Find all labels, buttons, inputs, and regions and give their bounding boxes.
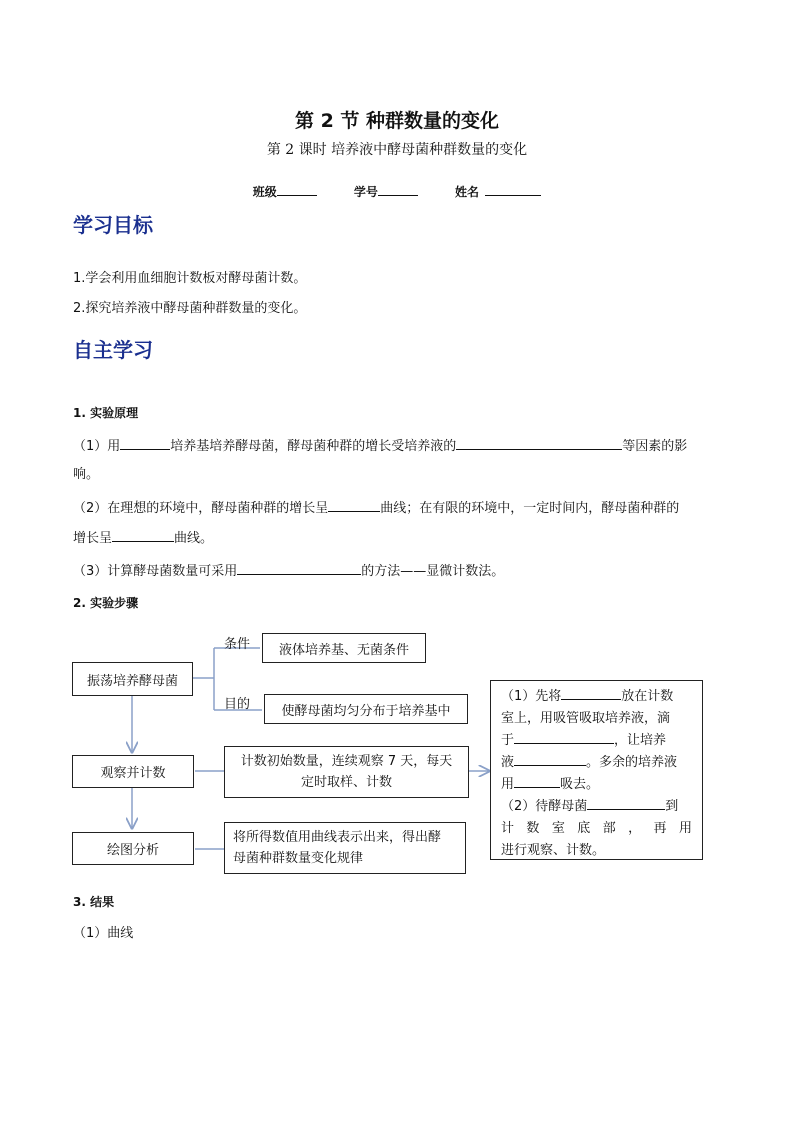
p1-text-a: （1）用	[73, 439, 121, 454]
detail-line-7	[501, 818, 692, 840]
class-label: 班级	[252, 185, 277, 199]
condition-box: 液体培养基、无菌条件	[262, 633, 426, 663]
goals-heading: 学习目标	[73, 213, 153, 237]
page-subtitle: 第 2 课时 培养液中酵母菌种群数量的变化	[266, 142, 528, 158]
detail-blank-2[interactable]	[514, 730, 614, 744]
detail-l7-char: 部	[602, 821, 616, 836]
purpose-label: 目的	[224, 697, 251, 712]
detail-l7-char: 再	[653, 821, 667, 836]
detail-l7-char: 数	[526, 821, 540, 836]
goal-item-2: 2.探究培养液中酵母菌种群数量的变化。	[73, 301, 307, 316]
detail-blank-4[interactable]	[514, 774, 560, 788]
plot-box: 绘图分析	[72, 832, 194, 865]
detail-l6-a: （2）待酵母菌	[501, 799, 588, 814]
result-item-1: （1）曲线	[73, 926, 134, 941]
detail-l7-char: ，	[628, 821, 642, 836]
plot-desc-box	[224, 822, 466, 874]
p2-text-d: 曲线。	[174, 531, 214, 546]
detail-l3-a: 于	[501, 733, 515, 748]
detail-line-8: 进行观察、计数。	[501, 843, 606, 858]
detail-l5-b: 吸去。	[560, 777, 600, 792]
detail-l4-a: 液	[501, 755, 515, 770]
detail-l6-b: 到	[665, 799, 679, 814]
procedure-detail-box	[490, 680, 703, 860]
observe-desc-box	[224, 746, 469, 798]
detail-l7-char: 底	[577, 821, 591, 836]
name-label: 姓名	[454, 185, 479, 199]
plot-desc-line-2: 母菌种群数量变化规律	[233, 851, 364, 866]
detail-l7-char: 计	[501, 821, 515, 836]
detail-line-5	[501, 774, 692, 796]
observe-box: 观察并计数	[72, 755, 194, 788]
result-heading: 3. 结果	[73, 895, 115, 909]
p3-text-b: 的方法——显微计数法。	[361, 564, 505, 579]
detail-l7-char: 用	[678, 821, 692, 836]
detail-l3-b: ，让培养	[614, 733, 667, 748]
principle-p1-cont: 响。	[73, 467, 100, 482]
detail-blank-3[interactable]	[514, 752, 586, 766]
observe-desc-line-1: 计数初始数量，连续观察 7 天，每天	[240, 754, 453, 769]
p2-text-a: （2）在理想的环境中，酵母菌种群的增长呈	[73, 501, 329, 516]
goal-item-1: 1.学会利用血细胞计数板对酵母菌计数。	[73, 271, 307, 286]
condition-label: 条件	[224, 637, 251, 652]
purpose-box: 使酵母菌均匀分布于培养基中	[264, 694, 468, 724]
p1-text-c: 等因素的影	[622, 439, 688, 454]
p2-text-c: 增长呈	[73, 531, 113, 546]
plot-desc-line-1: 将所得数值用曲线表示出来，得出酵	[233, 830, 442, 845]
detail-blank-1[interactable]	[561, 686, 621, 700]
self-study-heading: 自主学习	[73, 338, 153, 362]
page-title: 第 2 节 种群数量的变化	[294, 110, 500, 132]
detail-l4-b: 。多余的培养液	[586, 755, 678, 770]
shake-box: 振荡培养酵母菌	[72, 662, 193, 696]
steps-heading: 2. 实验步骤	[73, 596, 139, 610]
detail-l7-char: 室	[551, 821, 565, 836]
p2-text-b: 曲线；在有限的环境中，一定时间内，酵母菌种群的	[380, 501, 680, 516]
detail-blank-5[interactable]	[587, 796, 665, 810]
principle-heading: 1. 实验原理	[73, 406, 139, 420]
detail-line-2: 室上，用吸管吸取培养液，滴	[501, 711, 671, 726]
id-label: 学号	[353, 185, 378, 199]
detail-l5-a: 用	[501, 777, 515, 792]
detail-line-1	[501, 686, 692, 708]
detail-line-6	[501, 796, 692, 818]
p1-text-b: 培养基培养酵母菌，酵母菌种群的增长受培养液的	[170, 439, 457, 454]
detail-l1-b: 放在计数	[621, 689, 674, 704]
detail-l1-a: （1）先将	[501, 689, 562, 704]
detail-line-3	[501, 730, 692, 752]
p3-text-a: （3）计算酵母菌数量可采用	[73, 564, 238, 579]
observe-desc-line-2: 定时取样、计数	[300, 775, 392, 790]
detail-line-4	[501, 752, 692, 774]
